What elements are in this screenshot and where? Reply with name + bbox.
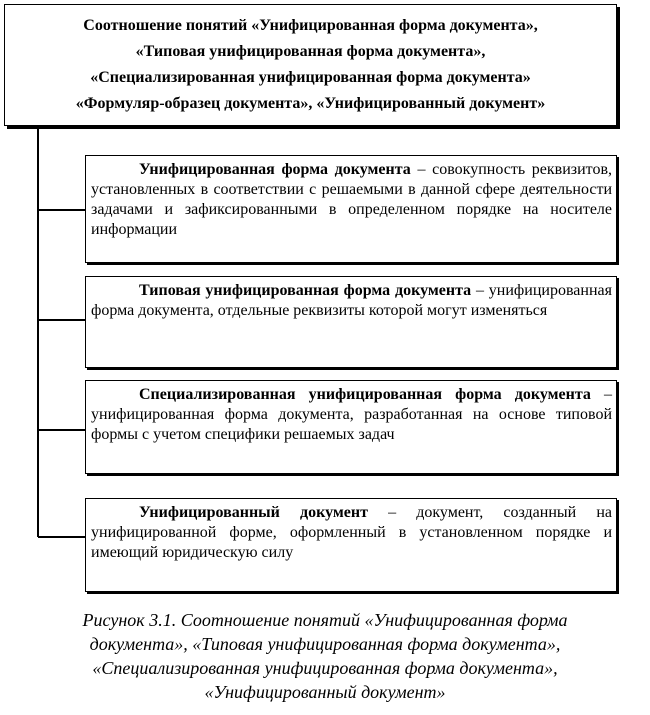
definition-text <box>91 385 612 445</box>
connector-branch <box>38 319 85 321</box>
definition-box-unified-document <box>85 498 617 592</box>
definition-body: – документ, созданный на унифицированной форме, оформленный в установленном порядке и имеющий юридическую силу <box>91 504 612 561</box>
connector-branch <box>38 209 85 211</box>
title-line: «Типовая унифицированная форма документа», <box>135 43 486 60</box>
definition-body: – унифицированная форма документа, отдельные реквизиты которой могут изменяться <box>91 282 612 319</box>
caption-line: «Унифицированный документ» <box>204 682 446 702</box>
definition-body: – совокупность реквизитов, установленных в соответствии с решаемыми в данной сфере деятельности задачами и зафиксированными в определенном порядке на носителе информации <box>91 161 612 238</box>
definition-term: Унифицированная форма документа <box>139 161 411 178</box>
title-box <box>4 4 617 126</box>
figure-caption <box>20 608 630 704</box>
definition-body: – унифицированная форма документа, разработанная на основе типовой формы с учетом специфики решаемых задач <box>91 386 613 443</box>
caption-line: Рисунок 3.1. Соотношение понятий «Унифицированная форма <box>82 610 568 630</box>
caption-line: документа», «Типовая унифицированная форма документа», <box>89 634 561 654</box>
definition-term: Типовая унифицированная форма документа <box>139 282 472 299</box>
title-line: «Специализированная унифицированная форма документа» <box>90 69 531 86</box>
title-line: Соотношение понятий «Унифицированная форма документа», <box>83 17 538 34</box>
definition-text <box>91 281 612 321</box>
connector-branch <box>38 536 85 538</box>
definition-text <box>91 503 612 563</box>
definition-term: Унифицированный документ <box>139 504 368 521</box>
definition-text <box>91 160 612 240</box>
definition-box-unified-form <box>85 155 617 263</box>
caption-line: «Специализированная унифицированная форма документа», <box>92 658 558 678</box>
title-line: «Формуляр-образец документа», «Унифицированный документ» <box>75 95 546 112</box>
connector-branch <box>38 429 85 431</box>
definition-term: Специализированная унифицированная форма документа <box>139 386 591 403</box>
definition-box-specialized-form <box>85 380 617 474</box>
connector-trunk <box>37 126 39 537</box>
definition-box-typical-form <box>85 276 617 368</box>
